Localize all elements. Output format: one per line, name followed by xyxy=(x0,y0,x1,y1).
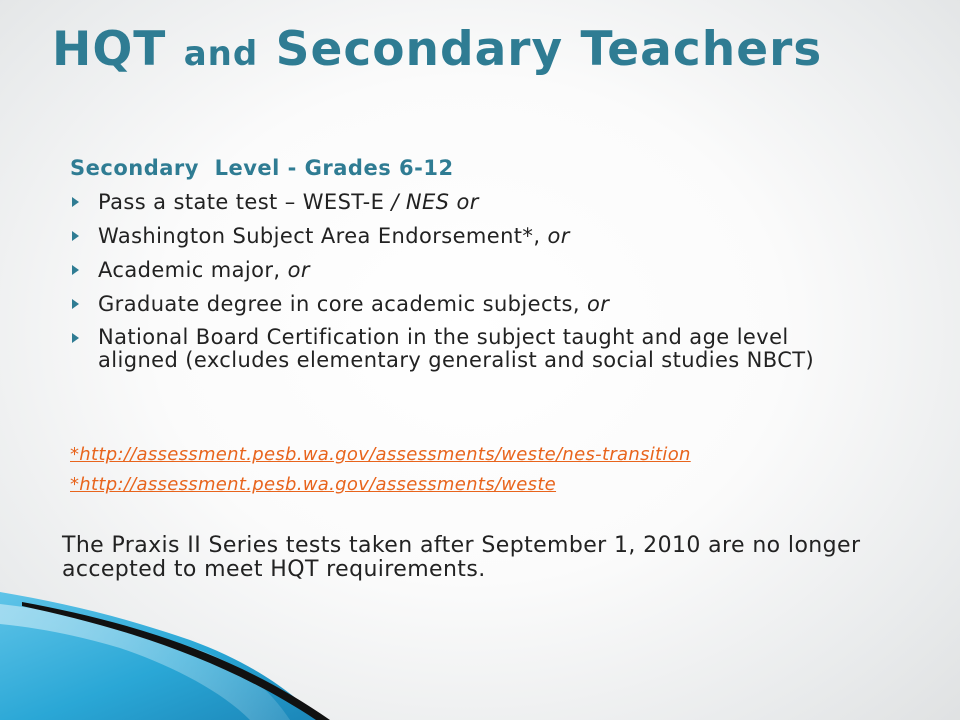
bullet-text: Pass a state test – WEST-E xyxy=(98,190,385,214)
title-secondary-teachers: Secondary Teachers xyxy=(275,22,823,77)
weste-link[interactable]: *http://assessment.pesb.wa.gov/assessments/weste xyxy=(70,474,557,495)
bullet-text: Washington Subject Area Endorsement*, xyxy=(98,224,541,248)
bullet-italic: or xyxy=(280,258,310,282)
praxis-note: The Praxis II Series tests taken after September 1, 2010 are no longer accepted to meet HQT requirements. xyxy=(62,533,861,582)
bullet-italic: or xyxy=(579,292,610,316)
bullet-text: Academic major, xyxy=(98,258,281,282)
bullet-italic: / NES or xyxy=(384,190,479,214)
nes-transition-link[interactable]: *http://assessment.pesb.wa.gov/assessments/weste/nes-transition xyxy=(70,444,691,465)
bullet-text: National Board Certification in the subject taught and age level aligned (excludes elementary generalist and social studies NBCT) xyxy=(98,325,815,372)
title-and: and xyxy=(183,34,259,74)
bullet-italic: or xyxy=(540,224,570,248)
level-heading: Secondary Level - Grades 6-12 xyxy=(70,156,454,180)
bullet-text: Graduate degree in core academic subjects, xyxy=(98,292,580,316)
title-hqt: HQT xyxy=(52,22,167,77)
